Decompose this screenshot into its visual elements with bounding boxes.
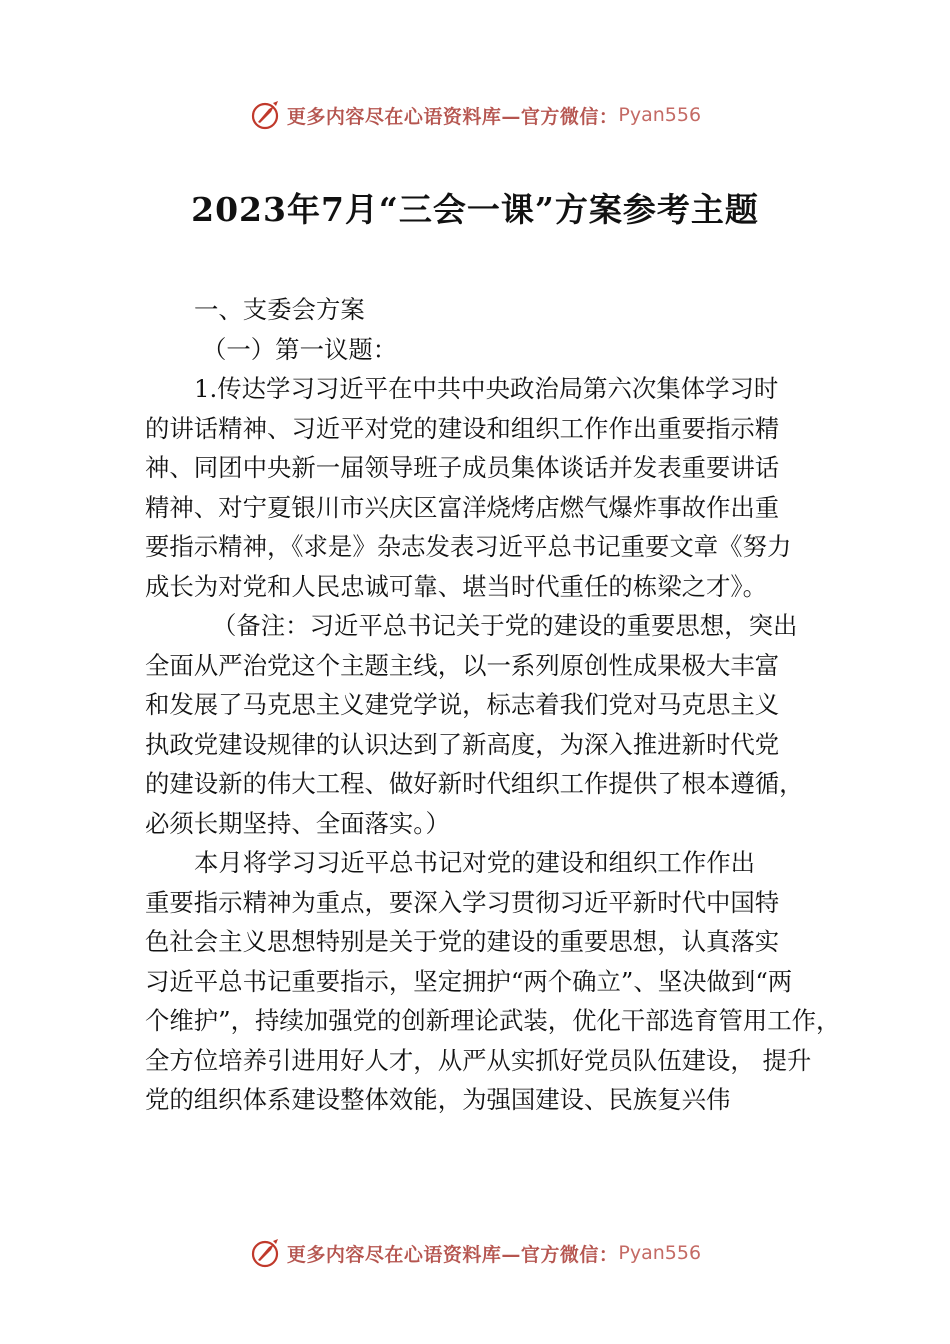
header-banner [0,95,950,135]
paragraph-line: 精神、对宁夏银川市兴庆区富洋烧烤店燃气爆炸事故作出重 [145,492,780,522]
paragraph-line: 党的组织体系建设整体效能，为强国建设、民族复兴伟 [145,1085,731,1114]
paragraph-line: 必须长期坚持、全面落实。） [145,808,450,838]
banner-text: 更多内容尽在心语资料库—官方微信： [286,1243,619,1266]
banner-text: 更多内容尽在心语资料库—官方微信： [286,105,619,128]
paragraph-line: 全面从严治党这个主题主线，以一系列原创性成果极大丰富 [145,650,780,680]
wechat-id: Pyan556 [618,1242,702,1264]
paragraph-line: 重要指示精神为重点，要深入学习贯彻习近平新时代中国特 [145,887,780,917]
paragraph-line: 本月将学习习近平总书记对党的建设和组织工作作出 [194,848,755,877]
paragraph-line: 要指示精神，《求是》杂志发表习近平总书记重要文章《努力 [145,532,792,561]
paragraph-line: 色社会主义思想特别是关于党的建设的重要思想，认真落实 [145,927,780,956]
document-body [145,290,841,1120]
paragraph-line: 全方位培养引进用好人才，从严从实抓好党员队伍建设， 提升 [145,1045,812,1075]
paragraph-line: 成长为对党和人民忠诚可靠、堪当时代重任的栋梁之才》。 [145,571,767,601]
footer-banner [0,1233,950,1273]
paragraph-line: 神、同团中央新一届领导班子成员集体谈话并发表重要讲话 [145,453,780,482]
paragraph-line: 的建设新的伟大工程、做好新时代组织工作提供了根本遵循， [145,769,804,798]
subsection-heading: （一）第一议题： [202,334,398,364]
paragraph-line: 执政党建设规律的认识达到了新高度，为深入推进新时代党 [145,729,780,759]
paragraph-line: 的讲话精神、习近平对党的建设和组织工作作出重要指示精 [145,413,780,443]
wechat-id: Pyan556 [618,104,702,126]
logo-icon [249,1236,283,1270]
paragraph-line: 1.传达学习习近平在中共中央政治局第六次集体学习时 [194,374,779,403]
paragraph-line: 个维护”，持续加强党的创新理论武装，优化干部选育管用工作， [145,1006,841,1035]
document-title: 2023年7月“三会一课”方案参考主题 [191,190,759,229]
paragraph-line: （备注：习近平总书记关于党的建设的重要思想，突出 [212,611,798,640]
paragraph-line: 和发展了马克思主义建党学说，标志着我们党对马克思主义 [145,690,780,719]
paragraph-line: 习近平总书记重要指示，坚定拥护“两个确立”、坚决做到“两 [145,966,793,996]
logo-icon [249,98,283,132]
section-heading: 一、支委会方案 [194,295,365,324]
